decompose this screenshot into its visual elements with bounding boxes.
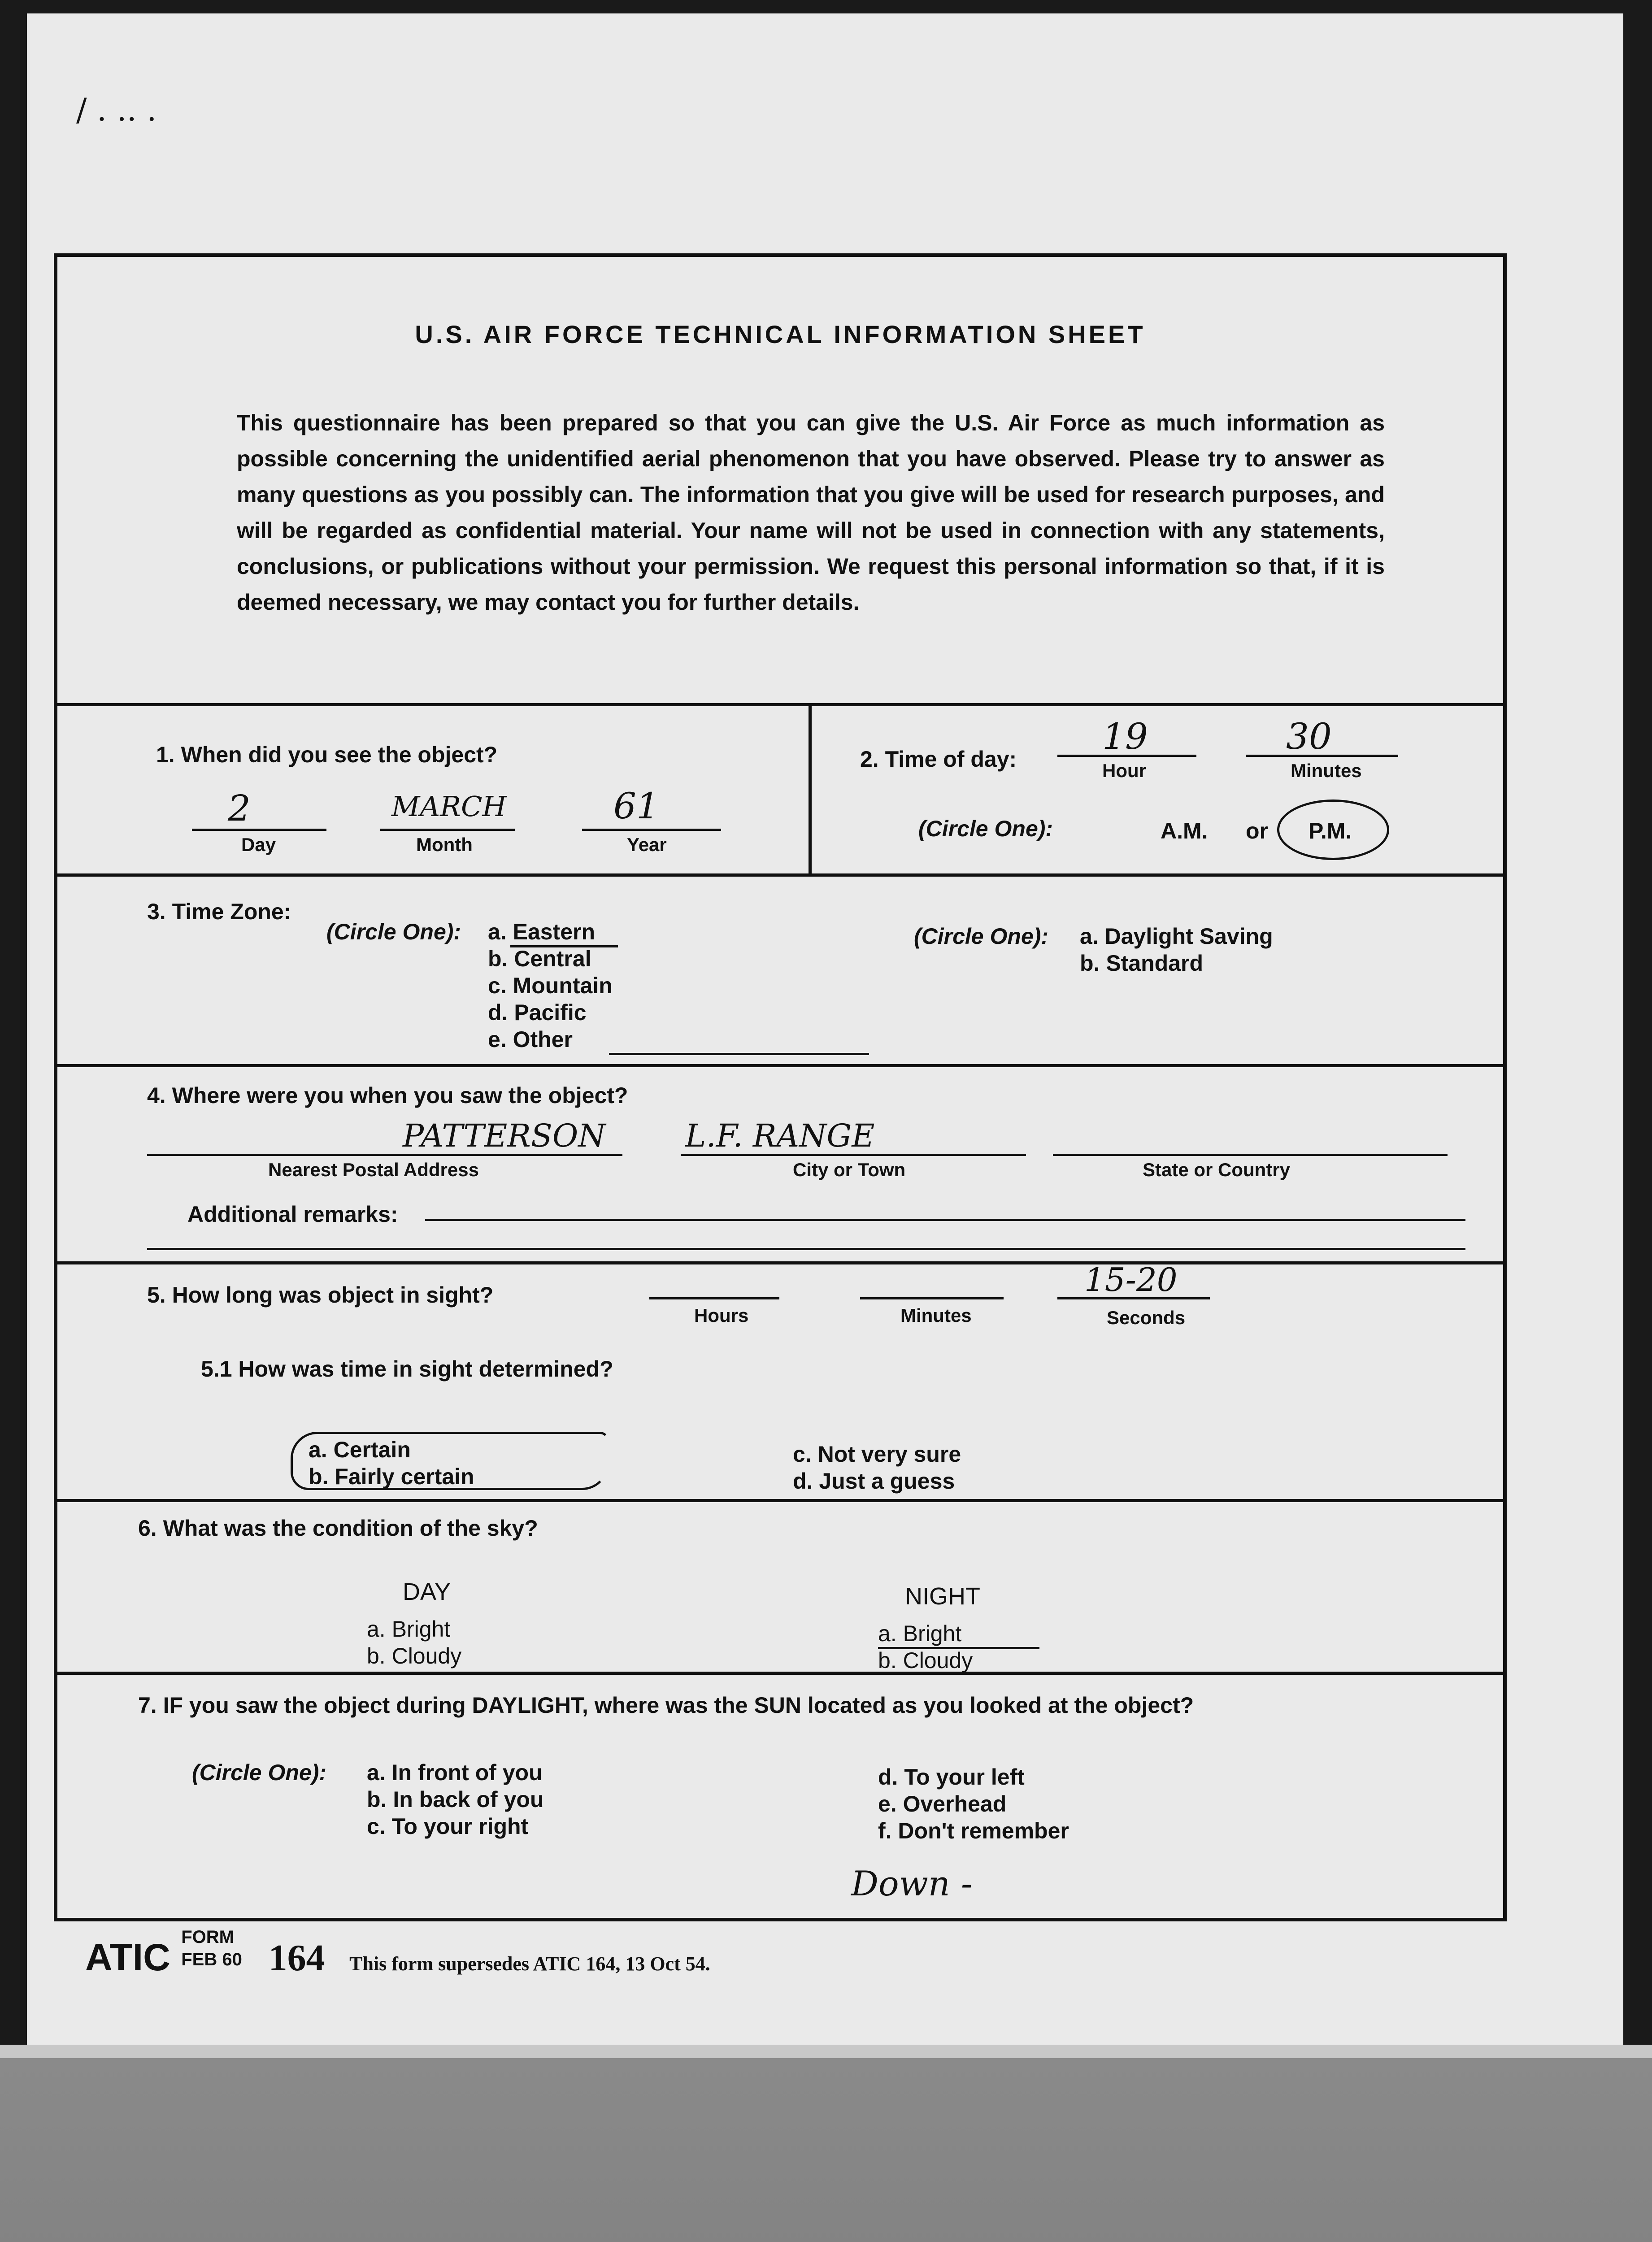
q2-circle-one: (Circle One): bbox=[918, 816, 1053, 841]
q2-minutes-line bbox=[1246, 755, 1398, 757]
q4-city-line bbox=[681, 1154, 1026, 1156]
q1-month-label: Month bbox=[416, 834, 473, 855]
q3-option-2a: a. Daylight Saving bbox=[1080, 924, 1273, 949]
q6-day-option-b: b. Cloudy bbox=[367, 1643, 462, 1668]
q6-label: 6. What was the condition of the sky? bbox=[138, 1516, 538, 1541]
q7-option-a: a. In front of you bbox=[367, 1760, 543, 1785]
q5-minutes-label: Minutes bbox=[900, 1305, 972, 1326]
q7-circle-one: (Circle One): bbox=[192, 1760, 327, 1785]
footer-note: This form supersedes ATIC 164, 13 Oct 54. bbox=[349, 1953, 710, 1975]
q3-option-a: a. Eastern bbox=[488, 919, 596, 944]
q3-option-c: c. Mountain bbox=[488, 973, 613, 998]
q6-night-heading: NIGHT bbox=[905, 1583, 980, 1610]
q4-postal-line bbox=[147, 1154, 622, 1156]
q4-remarks-line-2 bbox=[147, 1248, 1465, 1250]
q4-city-value: L.F. RANGE bbox=[685, 1117, 875, 1154]
q1-year-value: 61 bbox=[613, 785, 659, 827]
q2-or: or bbox=[1246, 818, 1268, 843]
sheet-title: U.S. AIR FORCE TECHNICAL INFORMATION SHEET bbox=[415, 320, 1146, 348]
q6-night-option-b: b. Cloudy bbox=[878, 1648, 973, 1673]
q1-year-line bbox=[582, 829, 721, 831]
q1-day-value: 2 bbox=[228, 787, 251, 829]
divider-1 bbox=[57, 703, 1503, 706]
q4-remarks-line-1 bbox=[425, 1219, 1465, 1221]
q6-day-option-a: a. Bright bbox=[367, 1616, 451, 1642]
divider-q1-q2 bbox=[809, 703, 812, 873]
footer-date: FEB 60 bbox=[181, 1950, 242, 1969]
q4-postal-value: PATTERSON bbox=[403, 1117, 606, 1154]
q2-hour-label: Hour bbox=[1102, 760, 1146, 781]
divider-3 bbox=[57, 1064, 1503, 1067]
q6-night-option-a: a. Bright bbox=[878, 1621, 962, 1646]
q3-label: 3. Time Zone: bbox=[147, 899, 291, 924]
q3-option-b: b. Central bbox=[488, 946, 591, 971]
footer-atic: ATIC bbox=[85, 1936, 170, 1978]
q2-am: A.M. bbox=[1161, 818, 1208, 843]
form-footer bbox=[85, 1927, 710, 1979]
q6-day-heading: DAY bbox=[403, 1578, 451, 1605]
q5-minutes-line bbox=[860, 1297, 1004, 1299]
q2-pm: P.M. bbox=[1309, 818, 1352, 843]
q1-year-label: Year bbox=[627, 834, 667, 855]
q5-seconds-label: Seconds bbox=[1107, 1307, 1186, 1328]
divider-5 bbox=[57, 1499, 1503, 1502]
corner-mark: / . .. . bbox=[76, 91, 157, 128]
q7-option-c: c. To your right bbox=[367, 1814, 529, 1839]
form-paper bbox=[27, 13, 1623, 2058]
q3-circle-one-2: (Circle One): bbox=[914, 924, 1049, 949]
q2-minutes-value: 30 bbox=[1286, 716, 1332, 757]
q1-day-line bbox=[192, 829, 326, 831]
footer-number: 164 bbox=[268, 1937, 325, 1979]
q2-hour-line bbox=[1057, 755, 1196, 757]
q5-option-b: b. Fairly certain bbox=[309, 1464, 474, 1489]
q5-option-d: d. Just a guess bbox=[793, 1469, 955, 1494]
q3-option-2b: b. Standard bbox=[1080, 951, 1204, 976]
q1-month-value: MARCH bbox=[391, 790, 507, 823]
divider-2 bbox=[57, 873, 1503, 877]
q4-label: 4. Where were you when you saw the object? bbox=[147, 1083, 628, 1108]
q5-option-a: a. Certain bbox=[309, 1437, 411, 1462]
footer-form: FORM bbox=[181, 1927, 234, 1947]
q4-remarks-label: Additional remarks: bbox=[187, 1202, 398, 1227]
backing-surface bbox=[0, 2058, 1652, 2242]
divider-6 bbox=[57, 1672, 1503, 1675]
q7-option-f: f. Don't remember bbox=[878, 1818, 1069, 1843]
q2-label: 2. Time of day: bbox=[860, 747, 1017, 772]
q5-label: 5. How long was object in sight? bbox=[147, 1282, 494, 1308]
q5-option-c: c. Not very sure bbox=[793, 1442, 961, 1467]
q5-hours-label: Hours bbox=[694, 1305, 749, 1326]
q5-sub-label: 5.1 How was time in sight determined? bbox=[201, 1356, 613, 1382]
q2-hour-value: 19 bbox=[1102, 716, 1148, 757]
q3-option-d: d. Pacific bbox=[488, 1000, 587, 1025]
q7-option-b: b. In back of you bbox=[367, 1787, 544, 1812]
q5-hours-line bbox=[649, 1297, 779, 1299]
q4-state-line bbox=[1053, 1154, 1448, 1156]
certain-circle bbox=[291, 1432, 609, 1490]
q2-minutes-label: Minutes bbox=[1291, 760, 1362, 781]
q4-city-label: City or Town bbox=[793, 1159, 906, 1180]
q4-postal-label: Nearest Postal Address bbox=[268, 1159, 479, 1180]
footer-form-block bbox=[181, 1927, 262, 1970]
q7-option-d: d. To your left bbox=[878, 1764, 1025, 1790]
divider-4 bbox=[57, 1261, 1503, 1264]
q3-option-e: e. Other bbox=[488, 1027, 573, 1052]
q5-seconds-line bbox=[1057, 1297, 1210, 1299]
q1-label: 1. When did you see the object? bbox=[156, 742, 498, 767]
q1-day-label: Day bbox=[241, 834, 276, 855]
q7-label: 7. IF you saw the object during DAYLIGHT, where was the SUN located as you looked at the object? bbox=[138, 1693, 1194, 1718]
q7-handwritten-note: Down - bbox=[851, 1864, 973, 1903]
intro-paragraph: This questionnaire has been prepared so that you can give the U.S. Air Force as much information as possible concerning the unidentified aerial phenomenon that you have observed. Please try to answer as many questions as you possibly can. The information that you give will be used for research purposes, and will be regarded as confidential material. Your name will not be used in connection with any statements, conclusions, or publications without your permission. We request this personal information so that, if it is deemed necessary, we may contact you for further details. bbox=[237, 410, 1385, 615]
q1-month-line bbox=[380, 829, 515, 831]
q3-circle-one: (Circle One): bbox=[326, 919, 461, 944]
pm-circle bbox=[1277, 799, 1389, 860]
information-sheet bbox=[54, 253, 1507, 1921]
q5-seconds-value: 15-20 bbox=[1084, 1261, 1178, 1299]
q3-other-line bbox=[609, 1053, 869, 1055]
q4-state-label: State or Country bbox=[1143, 1159, 1291, 1180]
q7-option-e: e. Overhead bbox=[878, 1791, 1007, 1816]
